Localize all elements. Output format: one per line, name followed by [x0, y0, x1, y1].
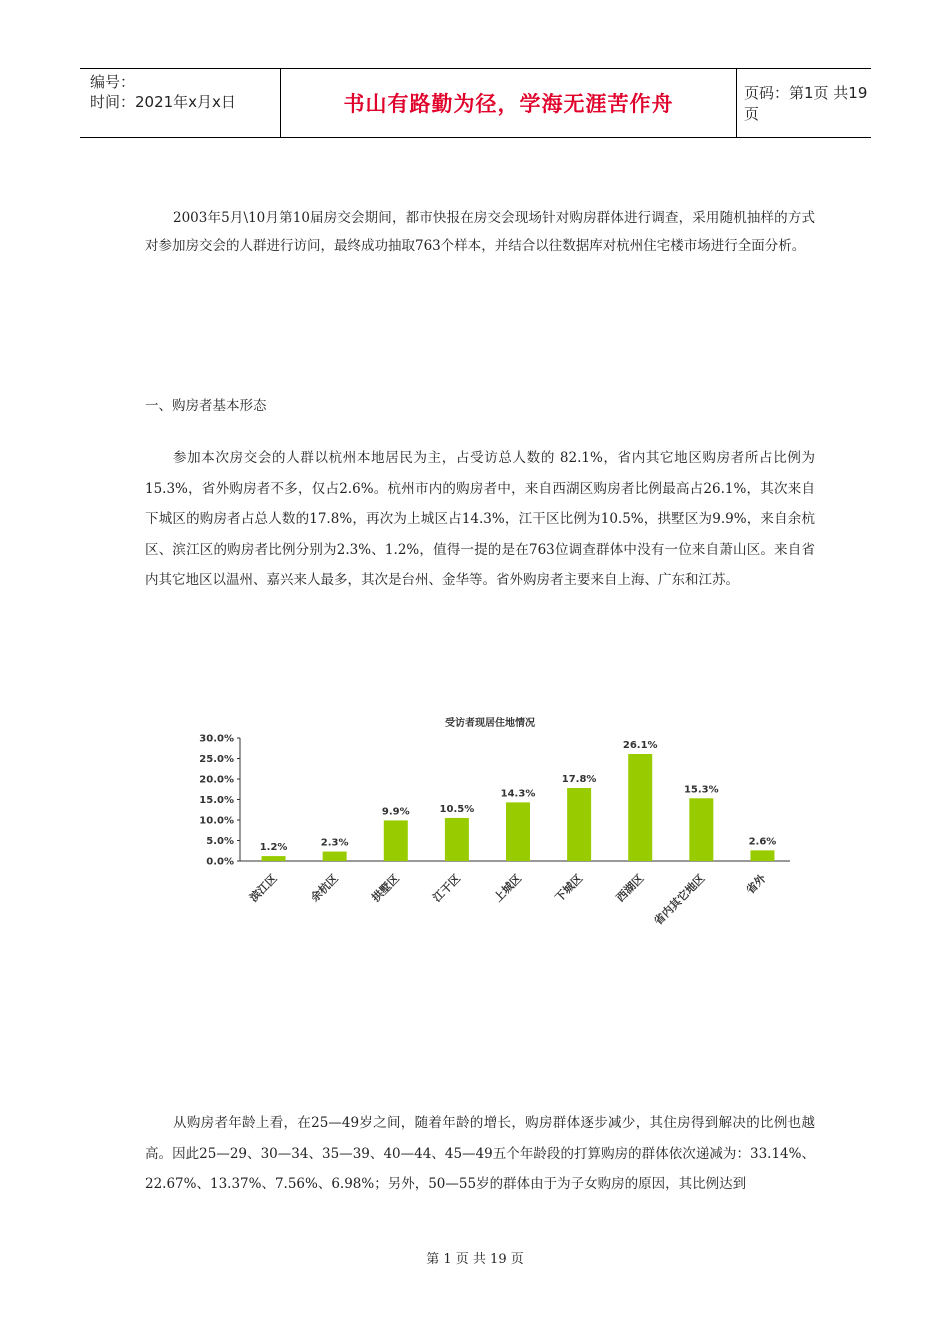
bar-value-label: 10.5%	[439, 803, 475, 815]
bar-value-label: 9.9%	[381, 806, 410, 818]
page-label: 页码：第1页 共19页	[744, 84, 868, 123]
x-category-label: 余杭区	[308, 871, 341, 905]
number-label: 编号：	[90, 73, 136, 91]
bar-value-label: 2.3%	[320, 837, 349, 849]
x-axis-labels	[246, 871, 770, 928]
x-category-label: 西湖区	[613, 871, 647, 905]
x-category-label: 上城区	[491, 871, 525, 905]
bar-value-label: 26.1%	[622, 739, 658, 751]
x-category-label: 省外	[743, 871, 769, 897]
bar	[567, 788, 591, 861]
y-tick-label: 20.0%	[199, 774, 234, 786]
time-label: 时间：2021年x月x日	[90, 93, 236, 111]
header-motto-cell	[280, 69, 737, 137]
bar	[384, 820, 408, 861]
x-category-label: 拱墅区	[369, 871, 402, 905]
header-info-cell	[80, 69, 280, 137]
y-tick-label: 30.0%	[199, 733, 234, 745]
bar-value-label: 14.3%	[500, 788, 536, 800]
bar-value-label: 17.8%	[561, 774, 597, 786]
bar-value-label: 2.6%	[748, 836, 777, 848]
x-category-label: 江干区	[430, 871, 464, 905]
bar	[262, 856, 286, 861]
residence-paragraph: 参加本次房交会的人群以杭州本地居民为主，占受访总人数的 82.1%，省内其它地区购房者所占比例为15.3%，省外购房者不多，仅占2.6%。杭州市内的购房者中，来自西湖区购房者比例最高占26.1%，其次来自下城区的购房者占总人数的17.8%，再次为上城区占14.3%，江干区比例为10.5%，拱墅区为9.9%，来自余杭区、滨江区的购房者比例分别为2.3%、1.2%，值得一提的是在763位调查群体中没有一位来自萧山区。来自省内其它地区以温州、嘉兴来人最多，其次是台州、金华等。省外购房者主要来自上海、广东和江苏。	[145, 450, 815, 588]
y-tick-label: 5.0%	[206, 836, 234, 847]
chart-title: 受访者现居住地情况	[445, 718, 535, 729]
intro-paragraph: 2003年5月\10月第10届房交会期间，都市快报在房交会现场针对购房群体进行调查，采用随机抽样的方式对参加房交会的人群进行访问，最终成功抽取763个样本，并结合以往数据库对杭州住宅楼市场进行全面分析。	[145, 210, 815, 254]
bar	[628, 754, 652, 861]
header-page-cell	[736, 69, 871, 137]
x-category-label: 下城区	[552, 871, 586, 905]
bar	[323, 852, 347, 861]
bar-value-label: 15.3%	[683, 784, 719, 796]
bar	[689, 798, 713, 861]
x-category-label: 省内其它地区	[651, 871, 708, 928]
age-paragraph: 从购房者年龄上看，在25—49岁之间，随着年龄的增长，购房群体逐步减少，其住房得到解决的比例也越高。因此25—29、30—34、35—39、40—44、45—49五个年龄段的打算购房的群体依次递减为：33.14%、22.67%、13.37%、7.56%、6.98%；另外，50—55岁的群体由于为子女购房的原因，其比例达到	[145, 1115, 815, 1192]
bar-value-label: 1.2%	[259, 842, 288, 854]
page-footer: 第 1 页 共 19 页	[426, 1252, 524, 1267]
bars-group	[260, 740, 777, 861]
bar	[506, 802, 530, 861]
x-category-label: 滨江区	[247, 871, 280, 905]
motto: 书山有路勤为径，学海无涯苦作舟	[343, 92, 674, 116]
y-tick-label: 0.0%	[206, 856, 234, 868]
section-heading: 一、购房者基本形态	[145, 398, 267, 414]
bar	[750, 850, 774, 861]
bar	[445, 818, 469, 861]
y-tick-label: 15.0%	[199, 795, 234, 806]
y-tick-label: 10.0%	[199, 815, 234, 827]
y-tick-label: 25.0%	[199, 754, 234, 765]
residence-bar-chart	[190, 708, 810, 948]
header-table	[80, 68, 871, 138]
